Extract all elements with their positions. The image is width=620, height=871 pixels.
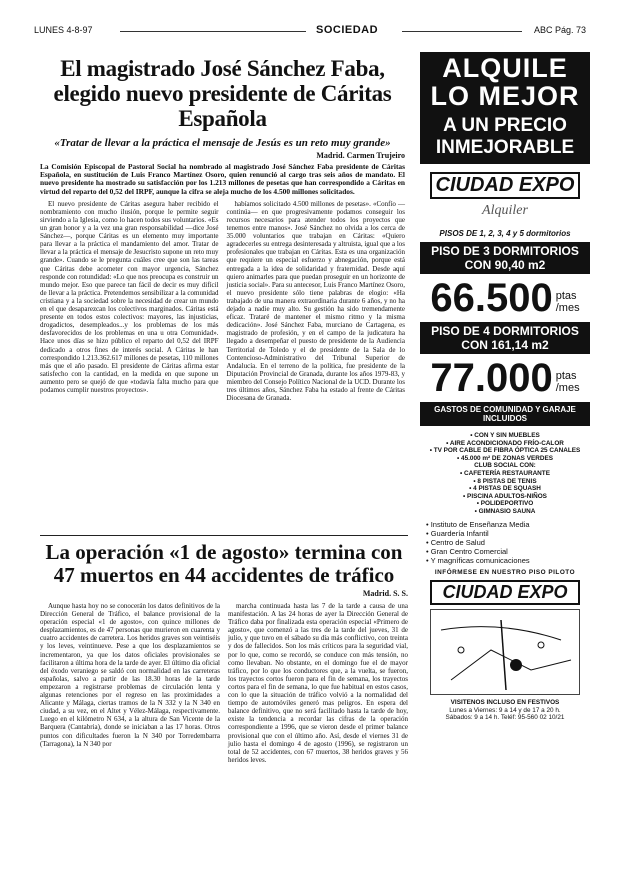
- ad-line3: A UN PRECIO: [443, 115, 567, 136]
- ad-offer1-box: [420, 242, 590, 274]
- header-rule-right: [402, 31, 522, 32]
- ad-feature-item: • GIMNASIO SAUNA: [474, 507, 536, 515]
- advertisement: [420, 52, 590, 852]
- article-column: [40, 602, 220, 764]
- section-title: SOCIEDAD: [316, 24, 379, 36]
- header-rule-left: [120, 31, 306, 32]
- ad-offer2-line1: PISO DE 4 DORMITORIOS: [431, 324, 579, 338]
- ad-visit-hours: Lunes a Viernes: 9 a 14 y de 17 a 20 h.: [449, 706, 561, 714]
- ad-service-item: • Y magníficas comunicaciones: [426, 555, 530, 565]
- article-subtitle: «Tratar de llevar a la práctica el mensaje de Jesús es un reto muy grande»: [54, 137, 391, 149]
- ad-offer2-unit-month: /mes: [555, 382, 580, 394]
- article-divider: [40, 535, 408, 536]
- ad-floors-caption: PISOS DE 1, 2, 3, 4 y 5 dormitorios: [439, 229, 571, 238]
- ad-visit-phone: Sábados: 9 a 14 h. Teléf: 95-560 02 10/21: [445, 714, 565, 722]
- article-byline: Madrid. S. S.: [362, 589, 408, 598]
- location-map-drawing: [431, 610, 579, 694]
- ad-offer2-box: [420, 322, 590, 354]
- ad-visit-title: VISITENOS INCLUSO EN FESTIVOS: [450, 699, 560, 707]
- ad-service-item: • Gran Centro Comercial: [426, 546, 508, 556]
- article-trafico: [40, 541, 408, 764]
- ad-feature-item: • AIRE ACONDICIONADO FRÍO-CALOR: [446, 439, 564, 447]
- ad-service-item: • Instituto de Enseñanza Media: [426, 519, 530, 529]
- ad-offer2-price-row: [420, 354, 590, 400]
- column-text: El nuevo presidente de Cáritas asegura haber recibido el nombramiento con mucho ilusión, porque le permite seguir sirviendo a la Iglesia, como lo hacen todos sus voluntarios. «Es un gran honor y a la vez una gran responsabilidad —dice José Sánchez—, porque Cáritas es un elemento muy importante para llevar a la práctica el mandamiento del amor. Tratar de llevar a la práctica el mensaje de Jesucristo supone un reto muy grande». Cuando se le pregunta cuáles cree que son las tareas que Cáritas debe acometer con mayor urgencia, Sánchez responde con rotundidad: «Lo que nos preocupa es construir un mundo mejor. Eso que parece tan fácil de decir es muy difícil de llevar a la práctica. Pretendemos sensibilizar a la comunidad cristiana y a la sociedad sobre la necesidad de crear un mundo en el que desaparezcan los colectivos marginados. Cáritas está presente en todos estos colectivos: mayores, las injusticias, drogadictos, desempleados...y los problemas de los más desfavorecidos de los problemas en una u otra Comunidad». Hace unos días se hizo público el reparto del 0,52 del IRPF dedicado a otros fines de interés social. A Cáritas le han correspondido 1.213.362.617 millones de pesetas, 110 millones más que el año pasado. El presidente de Cáritas afirma estar satisfecho con la cantidad, en la medida en que supone un aumento pero se quejó de que «todavía falta mucho para que podamos cumplir nuestros proyectos».: [40, 199, 219, 394]
- column-text: habíamos solicitado 4.500 millones de pesetas». «Confío —continúa— en que progresivamente podamos conseguir los recursos necesarios para atender todos los proyectos que tenemos entre manos». José Sánchez no olvida a los cerca de 35.000 voluntarios que trabajan en Cáritas: «Quiero agradecerles su entrega desinteresada y altruista, igual que a los profesionales que trabajan en Cáritas. Esta es una organización que requiere un especial esfuerzo y abnegación, porque está entregada a la idea de solidaridad y fraternidad. Desde aquí quiero animarles para que puedan proseguir en un horizonte de justicia social». Para su antecesor, Luis Franco Martínez Osoro, el nuevo presidente sólo tiene palabras de elogio: «Ha trabajado de una manera extraordinaria durante 6 años, y no ha dejado a nadie muy alto. Su gestión ha sido tremendamente eficaz. Trataré de mantener el mismo ritmo y la misma dedicación». José Sánchez Faba, murciano de Cartagena, es magistrado de profesión, y en el campo de la judicatura ha llegado a desempeñar el puesto de presidente de la Audiencia Territorial de Toledo y el de presidente de la Sala de lo Contencioso-Administrativo del Tribunal Superior de Andalucía. En el terreno de la política, fue presidente de la Diputación Provincial de Granada, durante los años 1979-83, y miembro del Consejo Político Nacional de la UCD. Durante los tres últimos años, Sánchez Faba ha estado al frente de Cáritas Diocesana de Granada.: [226, 199, 405, 403]
- ad-tagline: Alquiler: [482, 203, 528, 218]
- ad-offer1-price-row: [420, 274, 590, 320]
- ad-feature-item: • CON Y SIN MUEBLES: [470, 432, 540, 439]
- ad-feature-item: • CAFETERÍA RESTAURANTE: [460, 469, 550, 477]
- ad-brand-logo-2: CIUDAD EXPO: [430, 580, 580, 605]
- ad-feature-item: • 4 PISTAS DE SQUASH: [469, 485, 541, 493]
- ad-features-list: [420, 432, 590, 516]
- ad-offer1-unit-month: /mes: [555, 302, 580, 314]
- article-lead: La Comisión Episcopal de Pastoral Social ha nombrado al magistrado José Sánchez Faba presidente de Cáritas Española, en sustitución de Luis Franco Martínez Osoro, quien renunció al cargo tras seis años de mandato. El nuevo presidente ha mostrado su satisfacción por los 1.213 millones de pesetas que han correspondido a Cáritas en virtud del reparto del 0,52 del IRPF, aunque la cifra se aleja mucho de los 4.500 millones solicitados.: [40, 162, 405, 196]
- ad-service-item: • Guardería Infantil: [426, 528, 489, 538]
- ad-feature-item: • PISCINA ADULTOS-NIÑOS: [463, 492, 547, 500]
- column-text: Aunque hasta hoy no se conocerán los datos definitivos de la Dirección General de Tráfico, el balance provisional de la operación especial «1 de agosto», con quince millones de desplazamientos, es de 47 personas que murieron en cuarenta y cuatro accidentes de carretera. Los heridos graves son veintiséis y los leves, veintinueve. Pese a que los desplazamientos se incrementaron, ya que los datos oficiales provisionales se facilitaron a última hora de la tarde de ayer. El último día oficial del éxodo veraniego se saldó con normalidad en las carreteras españolas, salvo a partir de las 18.30 horas de la tarde empezaron a registrarse problemas de circulación lenta y algunas retenciones por el regreso en las proximidades a Alicante y Málaga, ciertas tramos de la N 332 y la N 340 en ciudad, a su vez, en el Altet y Vélez-Málaga, respectivamente. Luego en el kilómetro N 634, a la altura de San Vicente de la Barquera (Cantabria), donde se iniciaban a las 17 horas. Otros puntos con dificultades fueron la N 340 por Torredembarra (Tarragona), la N 340 por: [40, 602, 220, 748]
- ad-services-list: [420, 520, 590, 565]
- article-title: La operación «1 de agosto» termina con 47 muertos en 44 accidentes de tráfico: [45, 540, 403, 587]
- ad-offer1-line2: CON 90,40 m2: [464, 258, 546, 272]
- ad-feature-item: • TV POR CABLE DE FIBRA ÓPTICA 25 CANALES: [429, 447, 581, 455]
- ad-feature-item: • 8 PISTAS DE TENIS: [473, 477, 537, 485]
- ad-line4: INMEJORABLE: [435, 137, 575, 158]
- ad-brand-logo: CIUDAD EXPO: [430, 172, 580, 199]
- article-title: El magistrado José Sánchez Faba, elegido nuevo presidente de Cáritas Española: [53, 56, 392, 131]
- ad-offer1-unit: ptas: [555, 290, 577, 302]
- page-header: [34, 24, 586, 38]
- ad-headline-box: [420, 52, 590, 164]
- ad-location-map: [430, 609, 580, 695]
- ad-offer2-price: 77.000: [430, 356, 553, 400]
- ad-info-line: INFÓRMESE EN NUESTRO PISO PILOTO: [434, 568, 576, 576]
- ad-offer1-price: 66.500: [430, 276, 553, 320]
- ad-feature-item: • POLIDEPORTIVO: [476, 500, 534, 508]
- article-byline: Madrid. Carmen Trujeiro: [316, 151, 405, 160]
- ad-offer2-line2: CON 161,14 m2: [461, 338, 549, 352]
- ad-line2: LO MEJOR: [430, 81, 580, 111]
- ad-offer2-unit: ptas: [555, 370, 577, 382]
- ad-service-item: • Centro de Salud: [426, 537, 485, 547]
- column-text: marcha continuada hasta las 7 de la tarde a causa de una manifestación. A las 24 horas de ayer la Dirección General de Tráfico daba por finalizada esta operación especial «Primero de agosto», que comenzó a las tres de la tarde del jueves, 31 de julio, y que tuvo en el sábado su día más conflictivo, con treinta y dos de fallecidos. Son los más críticos para la seguridad vial, por lo que, como se recordó, se conduce con más tensión, no como llevaban. No obstante, en el domingo fue el de mayor tráfico, por lo que los conductores que, a la vuelta, se fueron, los trayectos cortos fueron para el fin de semana, los trayectos cortos para el fin de semana, lo que fue habitual en estos casos, con lo que la situación de tráfico volvió a la normalidad del tiempo de automóviles generó mas peligros. En espera del balance definitivo, que no será facilitado hasta la tarde de hoy, existe la tendencia a recordar las cifras de la operación correspondiente a 1996, que se vieron desde el primer balance provisional que con el último año. Así, desde el viernes 31 de julio hasta el domingo 4 de agosto (1996), se registraron un total de 52 accidentes, con 67 muertos, 38 heridos graves y 56 heridos leves.: [228, 602, 408, 764]
- ad-feature-item: • 45.000 m² DE ZONAS VERDES: [457, 454, 553, 462]
- page-number: ABC Pág. 73: [533, 25, 586, 35]
- article-caritas: [40, 56, 405, 402]
- ad-offer1-line1: PISO DE 3 DORMITORIOS: [431, 244, 579, 258]
- article-column: [228, 602, 408, 764]
- article-column: [227, 200, 406, 402]
- ad-gastos-box: GASTOS DE COMUNIDAD Y GARAJE INCLUIDOS: [420, 402, 590, 426]
- page-date: LUNES 4-8-97: [34, 25, 93, 35]
- ad-line1: ALQUILE: [442, 53, 568, 83]
- ad-feature-item: CLUB SOCIAL CON:: [474, 462, 536, 470]
- article-column: [40, 200, 219, 402]
